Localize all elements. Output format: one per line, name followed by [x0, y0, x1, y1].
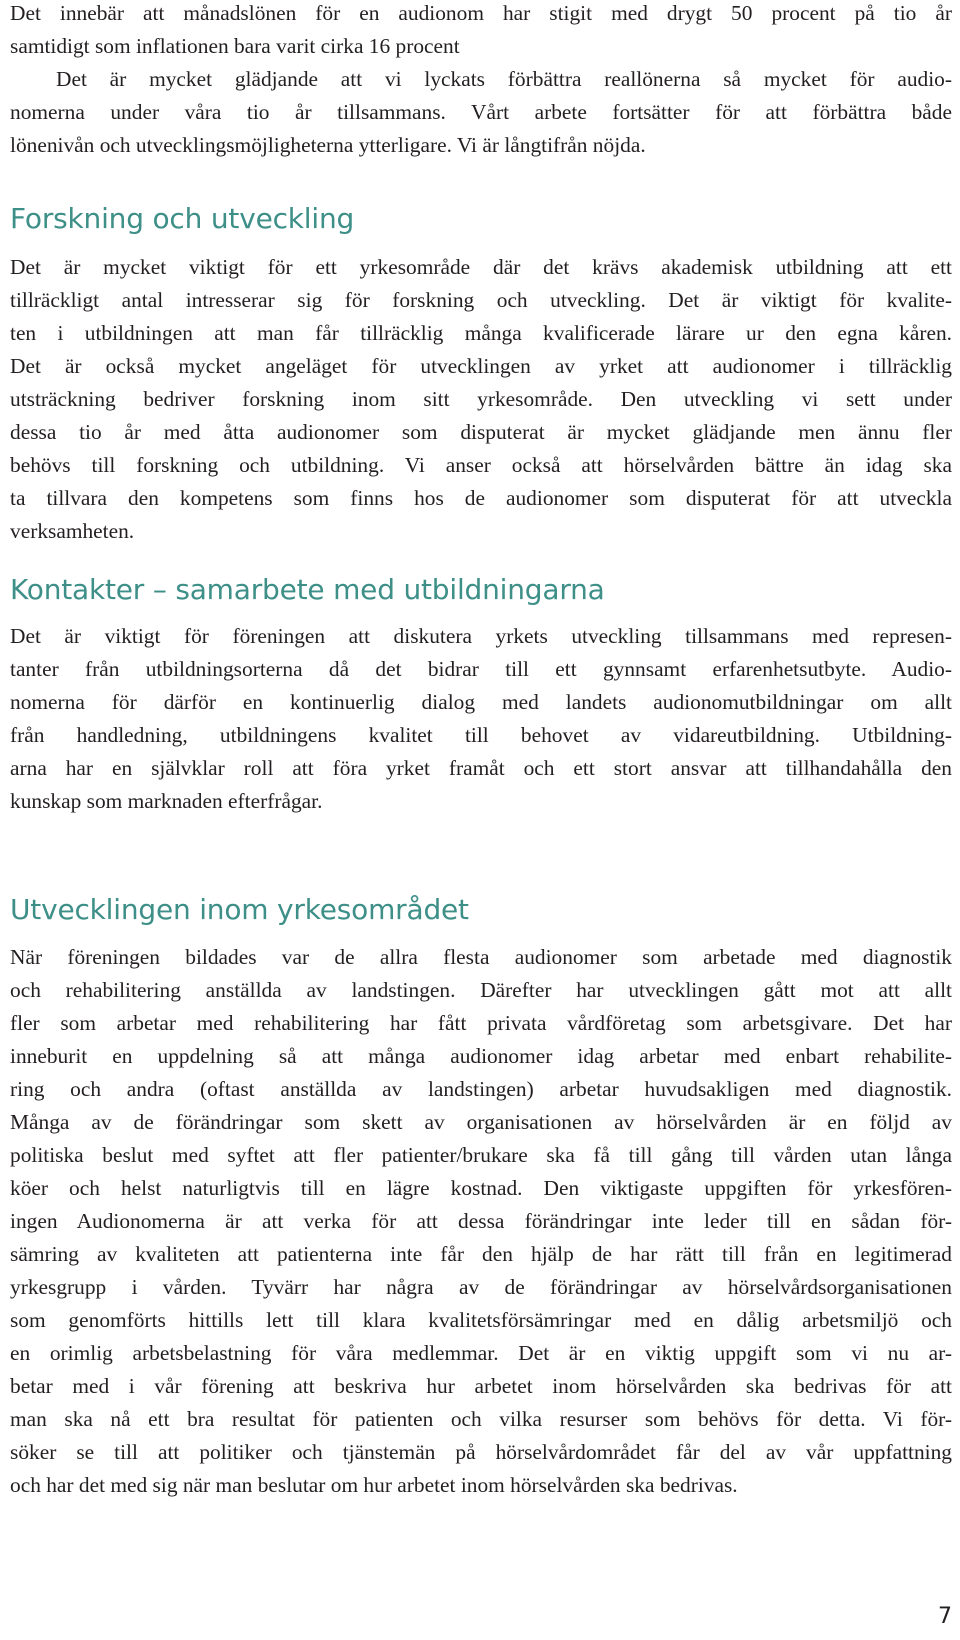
- text-line: sämring av kvaliteten att patienterna inte får den hjälp de har rätt till från en legitimerad: [10, 1242, 952, 1266]
- intro-text: [10, 0, 952, 162]
- text-line: fler som arbetar med rehabilitering har fått privata vårdföretag som arbetsgivare. Det har: [10, 1011, 952, 1035]
- text-line: kunskap som marknaden efterfrågar.: [10, 789, 323, 813]
- text-line: dessa tio år med åtta audionomer som disputerat är mycket glädjande men ännu fler: [10, 420, 952, 444]
- text-line: tanter från utbildningsorterna då det bidrar till ett gynnsamt erfarenhetsutbyte. Audio-: [10, 657, 952, 681]
- text-line: och rehabilitering anställda av landstingen. Därefter har utvecklingen gått mot att allt: [10, 978, 952, 1002]
- text-line: ta tillvara den kompetens som finns hos de audionomer som disputerat för att utveckla: [10, 486, 952, 510]
- text-line: från handledning, utbildningens kvalitet till behovet av vidareutbildning. Utbildning-: [10, 723, 952, 747]
- text-line: man ska nå ett bra resultat för patienten och vilka resurser som behövs för detta. Vi för-: [10, 1407, 952, 1431]
- text-line: ring och andra (oftast anställda av landstingen) arbetar huvudsakligen med diagnostik.: [10, 1077, 952, 1101]
- text-line: inneburit en uppdelning så att många audionomer idag arbetar med enbart rehabilite-: [10, 1044, 952, 1068]
- text-line: tillräckligt antal intresserar sig för forskning och utveckling. Det är viktigt för kvalite-: [10, 288, 952, 312]
- text-line: nomerna för därför en kontinuerlig dialog med landets audionomutbildningar om allt: [10, 690, 952, 714]
- section-heading-forskning: Forskning och utveckling: [10, 202, 355, 235]
- text-line: ingen Audionomerna är att verka för att dessa förändringar inte leder till en sådan för-: [10, 1209, 952, 1233]
- text-line: som genomförts hittills lett till klara kvalitetsförsämringar med en dålig arbetsmiljö och: [10, 1308, 952, 1332]
- section-body-utvecklingen: [10, 941, 952, 1502]
- text-line: ten i utbildningen att man får tillräcklig många kvalificerade lärare ur den egna kåren.: [10, 321, 952, 345]
- text-line: Det är också mycket angeläget för utvecklingen av yrket att audionomer i tillräcklig: [10, 354, 952, 378]
- text-line: yrkesgrupp i vården. Tyvärr har några av de förändringar av hörselvårdsorganisationen: [10, 1275, 952, 1299]
- text-line: en orimlig arbetsbelastning för våra medlemmar. Det är en viktig uppgift som vi nu ar-: [10, 1341, 952, 1365]
- text-line: Det är viktigt för föreningen att diskutera yrkets utveckling tillsammans med represen-: [10, 624, 952, 648]
- text-line: Det är mycket glädjande att vi lyckats förbättra reallönerna så mycket för audio-: [56, 67, 952, 91]
- text-line: och har det med sig när man beslutar om hur arbetet inom hörselvården ska bedrivas.: [10, 1473, 738, 1497]
- page-number: 7: [938, 1604, 952, 1629]
- text-line: betar med i vår förening att beskriva hur arbetet inom hörselvården ska bedrivas för att: [10, 1374, 952, 1398]
- text-line: nomerna under våra tio år tillsammans. Vårt arbete fortsätter för att förbättra både: [10, 100, 952, 124]
- text-line: samtidigt som inflationen bara varit cirka 16 procent: [10, 34, 460, 58]
- text-line: Det är mycket viktigt för ett yrkesområde där det krävs akademisk utbildning att ett: [10, 255, 952, 279]
- section-body-kontakter: [10, 620, 952, 818]
- text-line: politiska beslut med syftet att fler patienter/brukare ska få till gång till vården utan långa: [10, 1143, 952, 1167]
- text-line: söker se till att politiker och tjänstemän på hörselvårdområdet får del av vår uppfattning: [10, 1440, 952, 1464]
- section-heading-utvecklingen: Utvecklingen inom yrkesområdet: [10, 893, 469, 926]
- text-line: utsträckning bedriver forskning inom sitt yrkesområde. Den utveckling vi sett under: [10, 387, 952, 411]
- text-line: När föreningen bildades var de allra flesta audionomer som arbetade med diagnostik: [10, 945, 952, 969]
- section-heading-kontakter: Kontakter – samarbete med utbildningarna: [10, 573, 605, 606]
- section-body-forskning: [10, 251, 952, 548]
- text-line: Det innebär att månadslönen för en audionom har stigit med drygt 50 procent på tio år: [10, 1, 952, 25]
- text-line: köer och helst naturligtvis till en lägre kostnad. Den viktigaste uppgiften för yrkesfören-: [10, 1176, 952, 1200]
- text-line: verksamheten.: [10, 519, 135, 543]
- text-line: lönenivån och utvecklingsmöjligheterna ytterligare. Vi är långtifrån nöjda.: [10, 133, 646, 157]
- text-line: arna har en självklar roll att föra yrket framåt och ett stort ansvar att tillhandahålla den: [10, 756, 952, 780]
- text-line: behövs till forskning och utbildning. Vi anser också att hörselvården bättre än idag ska: [10, 453, 952, 477]
- text-line: Många av de förändringar som skett av organisationen av hörselvården är en följd av: [10, 1110, 952, 1134]
